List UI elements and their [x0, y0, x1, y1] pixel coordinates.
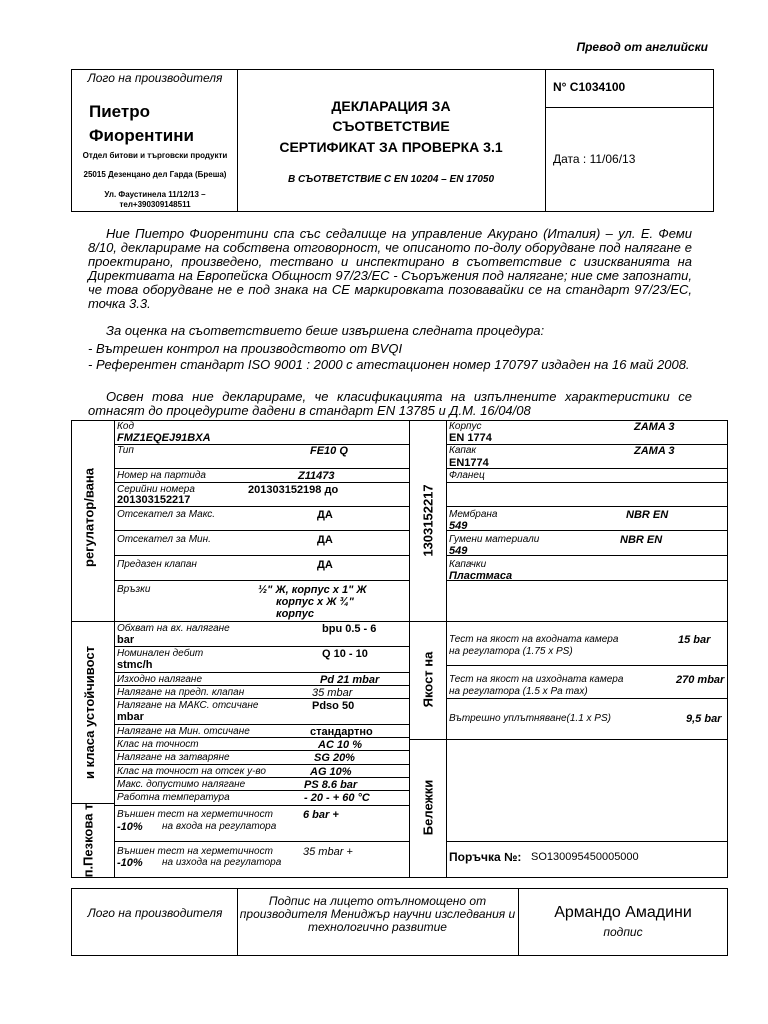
type-value: FE10 Q [310, 445, 348, 457]
serial-label: Серийни номера [117, 484, 195, 495]
outlet-strength-label-1: Тест на якост на изходната камера [449, 674, 624, 685]
code-label: Код [117, 421, 134, 432]
lockup-value: SG 20% [314, 752, 355, 764]
cutoff-accuracy-label: Клас на точност на отсек у-во [117, 766, 266, 777]
relief-set-value: 35 mbar [312, 687, 353, 699]
outlet-strength-value: 270 mbar [676, 674, 725, 686]
inlet-strength-label-1: Тест на якост на входната камера [449, 634, 619, 645]
rubber-value: NBR EN [620, 534, 663, 546]
caps-label: Капачки [449, 559, 487, 570]
serial-vertical-label: 1303152217 [420, 484, 436, 557]
min-cut-value: стандартно [310, 726, 373, 738]
rubber-std: 549 [449, 545, 468, 557]
batch-value: Z11473 [298, 470, 335, 482]
ext-leak-out-value: 35 mbar + [303, 846, 353, 858]
cover-material-label: Капак [449, 445, 477, 456]
order-label: Поръчка №: [449, 850, 522, 864]
body-material-std: EN 1774 [449, 432, 492, 444]
connections-value-3: корпус [276, 608, 314, 620]
ext-leak-in-note: на входа на регулатора [162, 821, 277, 832]
cutoff-min-value: ДА [317, 534, 333, 546]
flange-label: Фланец [449, 470, 485, 481]
ext-leak-in-label: Външен тест на херметичност [117, 809, 273, 820]
membrane-value: NBR EN [626, 509, 669, 521]
batch-label: Номер на партида [117, 470, 206, 481]
notes-vertical-label: Бележки [420, 779, 436, 836]
connections-label: Връзки [117, 584, 151, 595]
section-class-label: и класа устойчивост [82, 646, 97, 779]
company-address-2: Ул. Фаустинела 11/12/13 – тел+390309148511 [104, 190, 206, 209]
rubber-label: Гумени материали [449, 534, 540, 545]
signatory-name: Армандо Амадини [554, 904, 692, 921]
body-material-label: Корпус [449, 421, 482, 432]
inlet-range-unit: bar [117, 634, 135, 646]
internal-seal-label: Вътрешно уплътняване(1.1 x PS) [449, 713, 611, 724]
order-number: SO130095450005000 [531, 851, 639, 863]
ext-leak-in-value: 6 bar + [303, 809, 339, 821]
translation-note: Превод от английски [576, 40, 708, 54]
max-allowed-label: Макс. допустимо налягане [117, 779, 246, 790]
cutoff-max-value: ДА [317, 509, 333, 521]
max-cut-unit: mbar [117, 711, 144, 723]
flow-label: Номинален дебит [117, 648, 204, 659]
accuracy-value: AC 10 % [318, 739, 363, 751]
serial-value-2: 201303152217 [117, 494, 191, 506]
cutoff-min-label: Отсекател за Мин. [117, 534, 211, 545]
doc-title-3: СЕРТИФИКАТ ЗА ПРОВЕРКА 3.1 [279, 139, 503, 155]
company-dept: Отдел битови и търговски продукти [82, 151, 228, 160]
cover-material-value: ZAMA 3 [634, 445, 675, 457]
temperature-value: - 20 - + 60 °C [304, 792, 370, 804]
body-material-value: ZAMA 3 [634, 421, 675, 433]
relief-value: ДА [317, 559, 333, 571]
classification-paragraph: Освен това ние декларираме, че класификацията на изпълнените характеристики се отнасят до процедурите дадени в стандарт EN 13785 и Д.М. 16/04/08 [88, 389, 692, 418]
procedure-item-1: - Вътрешен контрол на производството от BVQI [88, 341, 403, 356]
code-value: FMZ1EQEJ91BXA [117, 432, 211, 444]
strength-vertical-label: Якост на [420, 651, 436, 708]
internal-seal-value: 9,5 bar [686, 713, 722, 725]
procedure-intro: За оценка на съответствието беше извършена следната процедура: [106, 323, 545, 338]
ext-leak-out-label: Външен тест на херметичност [117, 846, 273, 857]
section-regulator-label: регулатор/вана [81, 468, 97, 567]
membrane-std: 549 [449, 520, 468, 532]
company-name-1: Пиетро [89, 102, 150, 121]
lockup-label: Налягане на затваряне [117, 752, 230, 763]
inlet-range-value: bpu 0.5 - 6 [322, 623, 377, 635]
accuracy-label: Клас на точност [117, 739, 199, 750]
relief-set-label: Налягане на предп. клапан [117, 687, 245, 698]
footer-logo-label: Лого на производителя [87, 906, 223, 920]
doc-title-1: ДЕКЛАРАЦИЯ ЗА [331, 98, 451, 114]
inlet-strength-label-2: на регулатора (1.75 x PS) [449, 646, 573, 657]
serial-value-1: 201303152198 до [248, 484, 339, 496]
temperature-label: Работна температура [117, 792, 230, 803]
section-test-label: п.Пезкова т [80, 803, 96, 878]
logo-label: Лого на производителя [87, 71, 223, 85]
outlet-value: Pd 21 mbar [320, 674, 380, 686]
ext-leak-out-tolerance: -10% [117, 857, 143, 869]
declaration-paragraph: Ние Пиетро Фиорентини спа със седалище на управление Акурано (Италия) – ул. Е. Феми 8/10, декларираме на собствена отговорност, че описаното по-долу оборудване под налягане е проектирано, произведено, тествано и инспектирано в съответствие с изискванията на Директивата на Европейска Общност 97/23/ЕС - Съоръжения под налягане; ние сме запознати, че това оборудване не е под знака на СЕ маркировката позовавайки се на стандарт 97/23/ЕС, точка 3.3. [88, 226, 692, 311]
type-label: Тип [117, 445, 134, 456]
cutoff-accuracy-value: AG 10% [310, 766, 352, 778]
doc-subtitle: В СЪОТВЕТСТВИЕ С EN 10204 – EN 17050 [287, 174, 495, 185]
connections-value-1: ½" Ж, корпус х 1" Ж [258, 584, 367, 596]
relief-label: Предазен клапан [117, 559, 197, 570]
signatory-description: Подпис на лицето отълномощено от производителя Мениджър научни изследвания и технологично развитие [239, 894, 516, 934]
certificate-date: Дата : 11/06/13 [553, 152, 636, 166]
doc-title-2: СЪОТВЕТСТВИЕ [332, 118, 450, 134]
caps-value: Пластмаса [449, 570, 513, 582]
max-cut-value: Pdso 50 [312, 700, 355, 712]
max-allowed-value: PS 8.6 bar [304, 779, 358, 791]
company-address: 25015 Дезенцано дел Гарда (Бреша) [83, 170, 227, 179]
outlet-strength-label-2: на регулатора (1.5 x Pa max) [449, 686, 588, 697]
cutoff-max-label: Отсекател за Макс. [117, 509, 216, 520]
max-cut-label: Налягане на МАКС. отсичане [117, 700, 259, 711]
connections-value-2: корпус х Ж ¾" [276, 596, 354, 608]
membrane-label: Мембрана [449, 509, 498, 520]
signature-label: подпис [603, 925, 643, 939]
company-name-2: Фиорентини [89, 126, 194, 145]
certificate-number: N° C1034100 [553, 80, 626, 94]
flow-value: Q 10 - 10 [322, 648, 368, 660]
ext-leak-out-note: на изхода на регулатора [162, 857, 282, 868]
procedure-item-2: - Референтен стандарт ISO 9001 : 2000 с атестационен номер 170797 издаден на 16 май 2008. [88, 357, 690, 372]
ext-leak-in-tolerance: -10% [117, 821, 143, 833]
outlet-label: Изходно налягане [117, 674, 202, 685]
inlet-range-label: Обхват на вх. налягане [117, 623, 230, 634]
cover-material-std: EN1774 [449, 457, 489, 469]
inlet-strength-value: 15 bar [678, 634, 711, 646]
flow-unit: stmc/h [117, 659, 153, 671]
min-cut-label: Налягане на Мин. отсичане [117, 726, 250, 737]
